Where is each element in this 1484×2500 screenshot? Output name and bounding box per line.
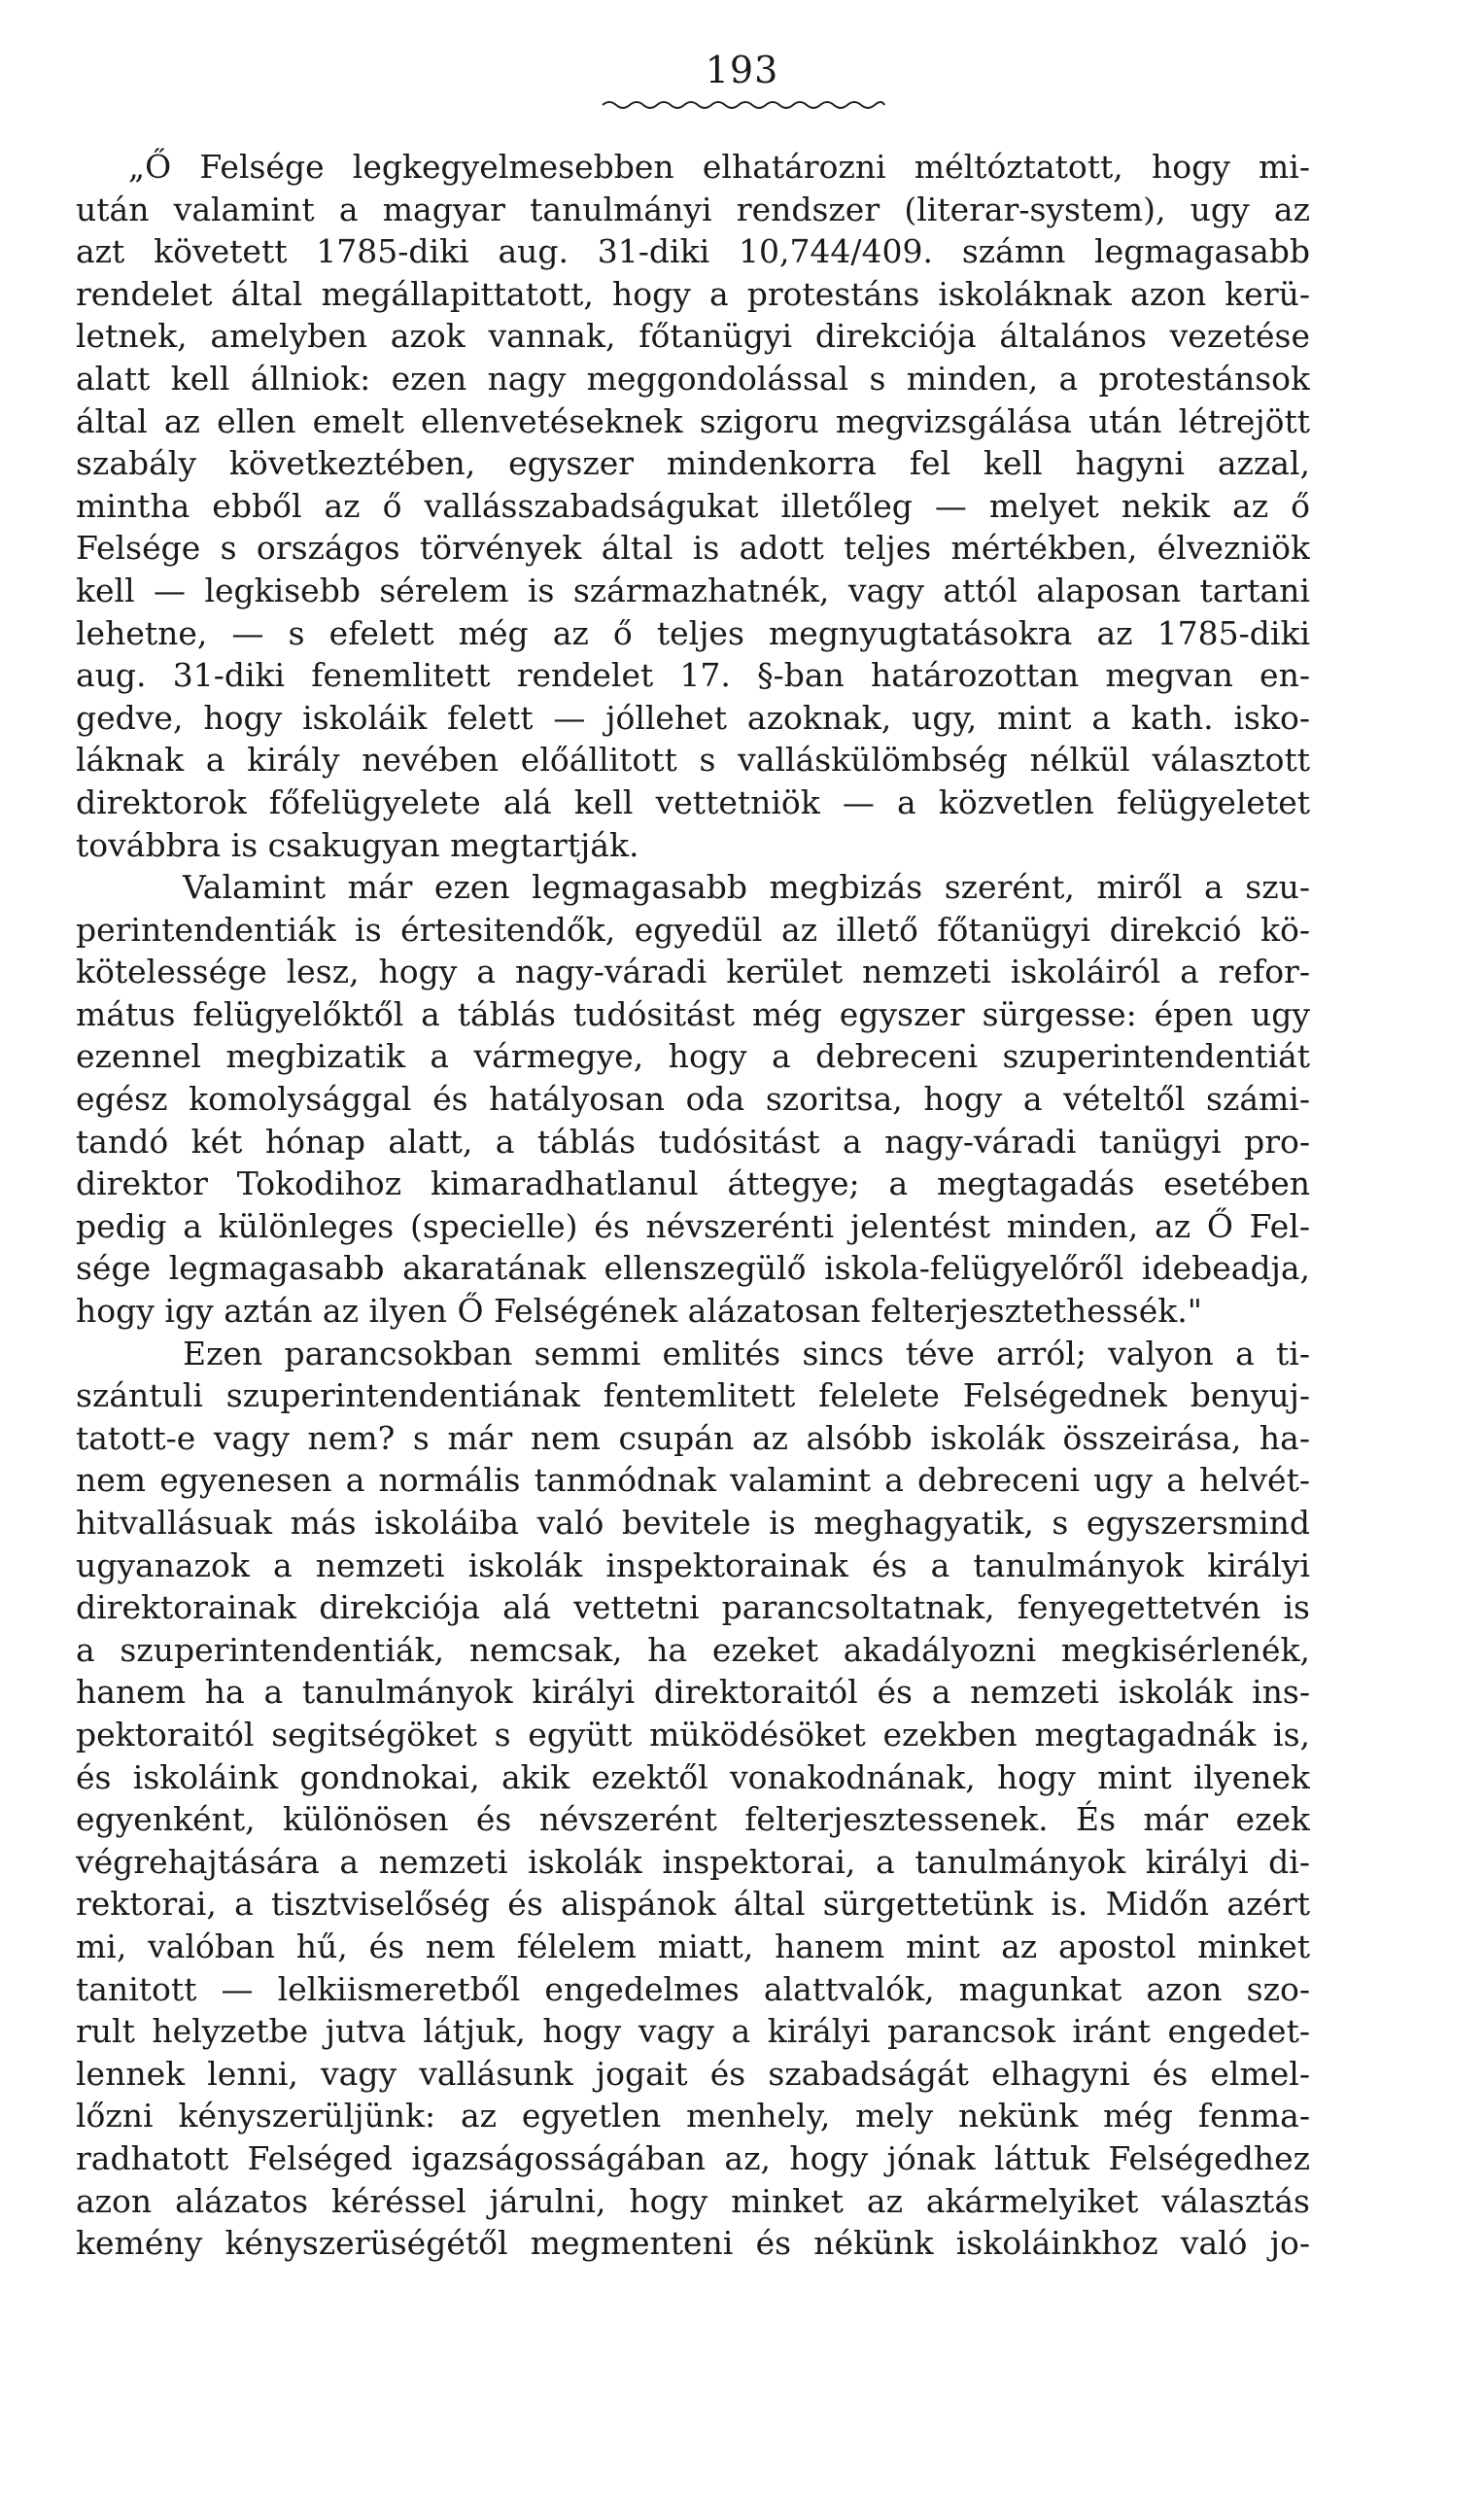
text-line: láknak a király nevében előállitott s valláskülömbség nélkül választott <box>76 741 1310 780</box>
text-line: mintha ebből az ő vallásszabadságukat illetőleg — melyet nekik az ő <box>76 486 1310 525</box>
text-line: Valamint már ezen legmagasabb megbizás szerént, miről a szu- <box>183 868 1310 907</box>
text-line: hogy igy aztán az ilyen Ő Felségének alázatosan felterjesztethessék." <box>76 1292 1202 1331</box>
text-line: Ezen parancsokban semmi emlités sincs téve arról; valyon a ti- <box>183 1334 1310 1372</box>
text-line: egész komolysággal és hatályosan oda szoritsa, hogy a vételtől számi- <box>76 1080 1310 1119</box>
text-line: rendelet által megállapittatott, hogy a protestáns iskoláknak azon kerü- <box>76 274 1310 313</box>
text-line: hanem ha a tanulmányok királyi direktoraitól és a nemzeti iskolák ins- <box>76 1673 1310 1712</box>
text-line: mátus felügyelőktől a táblás tudósitást még egyszer sürgesse: épen ugy <box>76 994 1310 1033</box>
text-line: letnek, amelyben azok vannak, főtanügyi direkciója általános vezetése <box>76 317 1310 356</box>
page-header <box>0 47 1484 93</box>
text-line: sége legmagasabb akaratának ellenszegülő iskola-felügyelőről idebeadja, <box>76 1249 1310 1288</box>
text-line: perintendentiák is értesitendők, egyedül az illető főtanügyi direkció kö- <box>76 910 1310 949</box>
text-line: tanitott — lelkiismeretből engedelmes alattvalók, magunkat azon szo- <box>76 1969 1310 2008</box>
text-line: Felsége s országos törvények által is adott teljes mértékben, élvezniök <box>76 529 1310 568</box>
paragraph-3 <box>76 1333 1310 2265</box>
text-line: lennek lenni, vagy vallásunk jogait és szabadságát elhagyni és elmel- <box>76 2054 1310 2093</box>
text-line: „Ő Felsége legkegyelmesebben elhatározni méltóztatott, hogy mi- <box>128 148 1310 186</box>
decorative-wave-ornament <box>598 97 889 117</box>
text-line: hitvallásuak más iskoláiba való bevitele is meghagyatik, s egyszersmind <box>76 1504 1310 1542</box>
text-line: radhatott Felséged igazságosságában az, hogy jónak láttuk Felségedhez <box>76 2138 1310 2177</box>
text-line: lehetne, — s efelett még az ő teljes megnyugtatásokra az 1785-diki <box>76 613 1310 652</box>
text-line: direktor Tokodihoz kimaradhatlanul áttegye; a megtagadás esetében <box>76 1164 1310 1203</box>
text-line: szántuli szuperintendentiának fentemlitett felelete Felségednek benyuj- <box>76 1376 1310 1415</box>
text-line: a szuperintendentiák, nemcsak, ha ezeket akadályozni megkisérlenék, <box>76 1630 1310 1669</box>
text-line: által az ellen emelt ellenvetéseknek szigoru megvizsgálása után létrejött <box>76 401 1310 440</box>
text-line: kötelessége lesz, hogy a nagy-váradi kerület nemzeti iskoláiról a refor- <box>76 953 1310 991</box>
body-text <box>76 146 1310 2265</box>
text-line: tandó két hónap alatt, a táblás tudósitást a nagy-váradi tanügyi pro- <box>76 1122 1310 1161</box>
text-line: rult helyzetbe jutva látjuk, hogy vagy a királyi parancsok iránt engedet- <box>76 2012 1310 2051</box>
text-line: egyenként, különösen és névszerént felterjesztessenek. És már ezek <box>76 1800 1310 1839</box>
text-line: pedig a különleges (specielle) és névszerénti jelentést minden, az Ő Fel- <box>76 1206 1310 1245</box>
paragraph-2 <box>76 866 1310 1333</box>
text-line: direktorok főfelügyelete alá kell vettetniök — a közvetlen felügyeletet <box>76 782 1310 821</box>
text-line: nem egyenesen a normális tanmódnak valamint a debreceni ugy a helvét- <box>76 1461 1310 1500</box>
text-line: kemény kényszerüségétől megmenteni és nékünk iskoláinkhoz való jo- <box>76 2224 1310 2263</box>
text-line: mi, valóban hű, és nem félelem miatt, hanem mint az apostol minket <box>76 1927 1310 1965</box>
text-line: pektoraitól segitségöket s együtt müködésöket ezekben megtagadnák is, <box>76 1715 1310 1753</box>
text-line: szabály következtében, egyszer mindenkorra fel kell hagyni azzal, <box>76 444 1310 483</box>
text-line: gedve, hogy iskoláik felett — jóllehet azoknak, ugy, mint a kath. isko- <box>76 698 1310 737</box>
text-line: és iskoláink gondnokai, akik ezektől vonakodnának, hogy mint ilyenek <box>76 1757 1310 1796</box>
text-line: aug. 31-diki fenemlitett rendelet 17. §-ban határozottan megvan en- <box>76 656 1310 695</box>
paragraph-1 <box>76 146 1310 866</box>
text-line: ezennel megbizatik a vármegye, hogy a debreceni szuperintendentiát <box>76 1037 1310 1076</box>
text-line: tatott-e vagy nem? s már nem csupán az alsóbb iskolák összeirása, ha- <box>76 1418 1310 1457</box>
text-line: továbbra is csakugyan megtartják. <box>76 825 639 864</box>
text-line: lőzni kényszerüljünk: az egyetlen menhely, mely nekünk még fenma- <box>76 2097 1310 2135</box>
text-line: azon alázatos kéréssel járulni, hogy minket az akármelyiket választás <box>76 2181 1310 2220</box>
text-line: kell — legkisebb sérelem is származhatnék, vagy attól alaposan tartani <box>76 571 1310 609</box>
text-line: ugyanazok a nemzeti iskolák inspektorainak és a tanulmányok királyi <box>76 1545 1310 1584</box>
page-number: 193 <box>705 49 779 91</box>
text-line: után valamint a magyar tanulmányi rendszer (literar-system), ugy az <box>76 190 1310 228</box>
text-line: rektorai, a tisztviselőség és alispánok által sürgettetünk is. Midőn azért <box>76 1885 1310 1924</box>
text-line: direktorainak direkciója alá vettetni parancsoltatnak, fenyegettetvén is <box>76 1588 1310 1627</box>
text-line: azt követett 1785-diki aug. 31-diki 10,744/409. számn legmagasabb <box>76 232 1310 271</box>
text-line: végrehajtására a nemzeti iskolák inspektorai, a tanulmányok királyi di- <box>76 1842 1310 1881</box>
text-line: alatt kell állniok: ezen nagy meggondolással s minden, a protestánsok <box>76 359 1310 398</box>
